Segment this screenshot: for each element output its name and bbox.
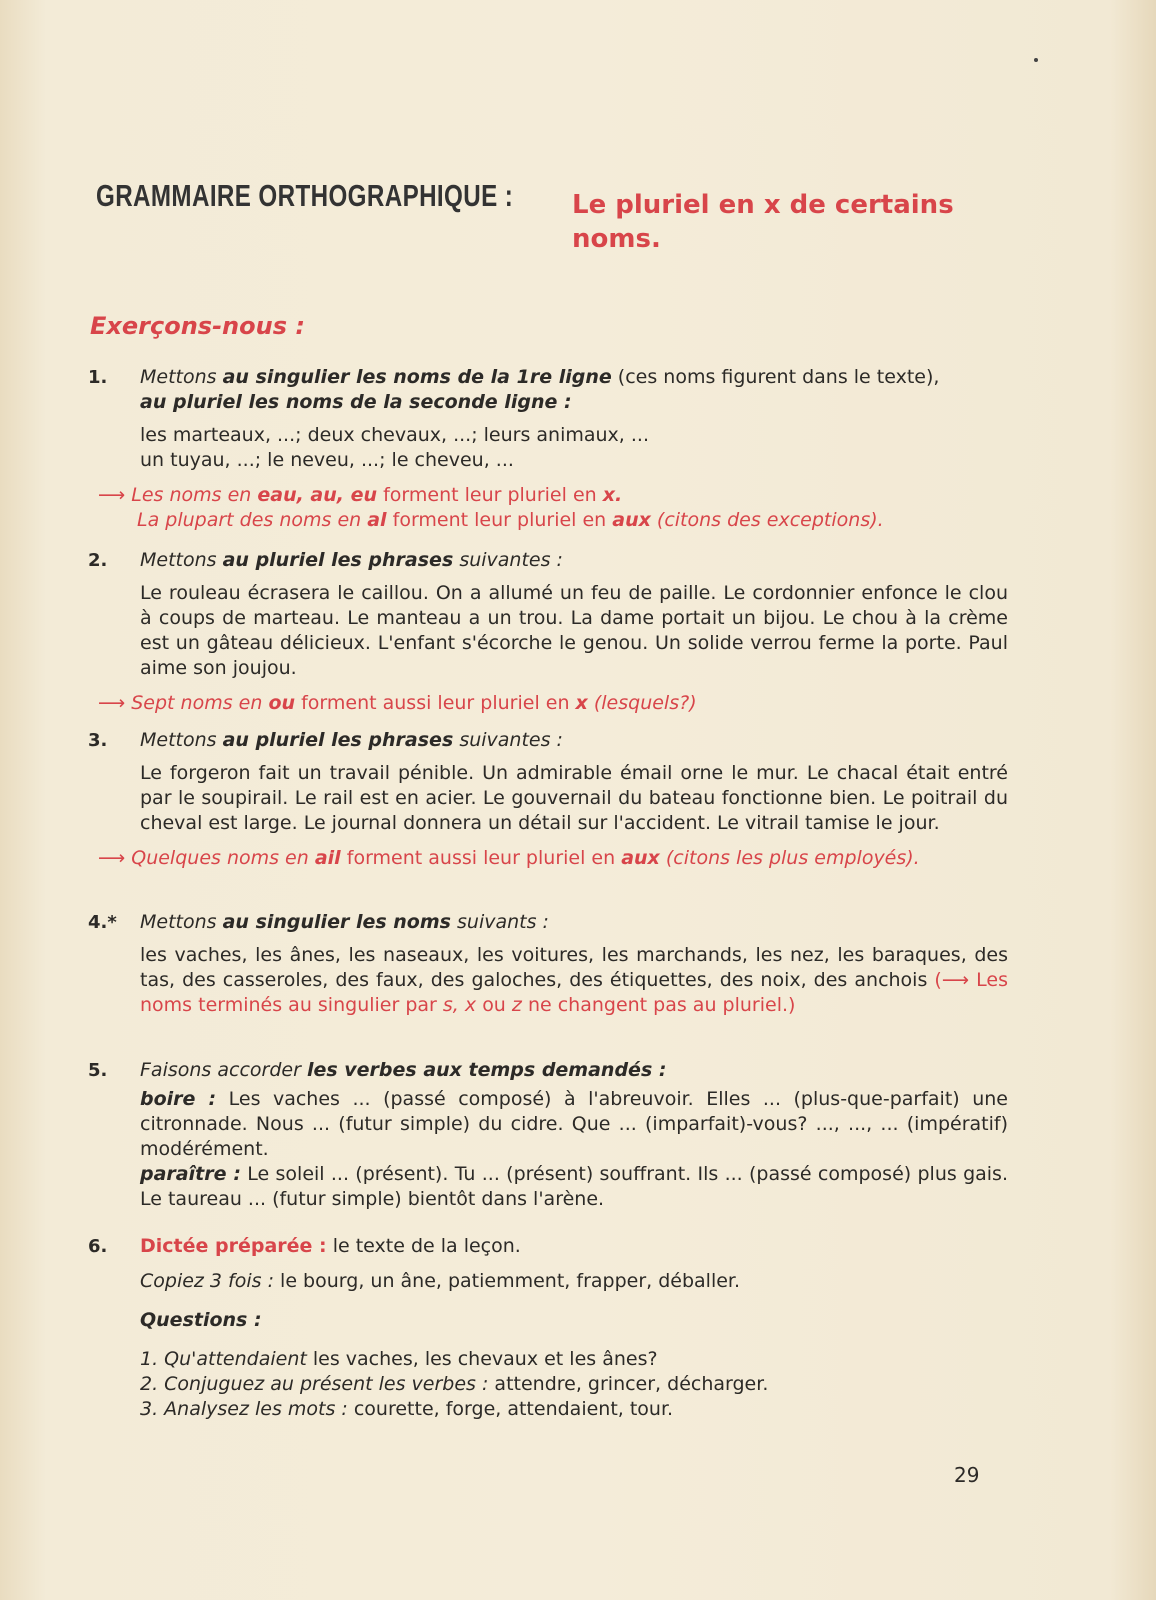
exercise-text: boire : Les vaches ... (passé composé) à l'abreuvoir. Elles ... (plus-que-parfait) une citronnade. Nous ... (futur simple) du cidre. Que ... (imparfait)-vous? ..., ..., ... (impératif) modérément. paraître : Le soleil ... (présent). Tu ... (présent) souffrant. Ils ... (passé composé) plus gais. Le taureau ... (futur simple) bientôt dans l'arène.: [140, 1088, 1008, 1210]
exercise-instruction: Faisons accorder les verbes aux temps demandés :: [140, 1059, 667, 1081]
exercise-number: 4.*: [88, 912, 117, 933]
rule-note: ⟶ Sept noms en ou forment aussi leur pluriel en x (lesquels?): [98, 692, 697, 714]
exercise-instruction: Mettons au singulier les noms de la 1re ligne (ces noms figurent dans le texte), au pluriel les noms de la seconde ligne :: [140, 366, 940, 413]
lesson-title: Le pluriel en x de certains noms.: [572, 190, 954, 254]
exercise-2: [88, 548, 1008, 716]
exercise-text: Le rouleau écrasera le caillou. On a allumé un feu de paille. Le cordonnier enfonce le clou à coups de marteau. Le manteau a un trou. La dame portait un bijou. Le chou à la crème est un gâteau délicieux. L'enfant s'écorche le genou. Un solide verrou ferme la porte. Paul aime son joujou.: [140, 582, 1008, 679]
question-3: 3. Analysez les mots : courette, forge, attendaient, tour.: [140, 1398, 674, 1420]
header-grammar-label: GRAMMAIRE ORTHOGRAPHIQUE :: [96, 178, 514, 213]
exercise-text: les vaches, les ânes, les naseaux, les voitures, les marchands, les nez, les baraques, des tas, des casseroles, des faux, des galoches, des étiquettes, des noix, des anchois (⟶ Les noms terminés au singulier par s, x ou z ne changent pas au pluriel.): [140, 944, 1008, 1016]
exercise-1: [88, 365, 1008, 533]
arrow-icon: ⟶: [98, 692, 126, 714]
section-title: Exerçons-nous :: [90, 312, 305, 340]
exercise-number: 3.: [88, 730, 108, 751]
dictation-title: Dictée préparée : le texte de la leçon.: [140, 1235, 521, 1257]
exercise-5: [88, 1058, 1008, 1212]
question-1: 1. Qu'attendaient les vaches, les chevaux et les ânes?: [140, 1348, 658, 1370]
questions-title: Questions :: [140, 1309, 262, 1331]
exercise-text: Le forgeron fait un travail pénible. Un admirable émail orne le mur. Le chacal était entré par le soupirail. Le rail est en acier. Le gouvernail du bateau fonctionne bien. Le poitrail du cheval est large. Le journal donnera un détail sur l'accident. Le vitrail tamise le jour.: [140, 762, 1008, 834]
speck-decoration: [1034, 58, 1038, 62]
exercise-3: [88, 728, 1008, 871]
question-2: 2. Conjuguez au présent les verbes : attendre, grincer, décharger.: [140, 1373, 769, 1395]
exercise-instruction: Mettons au pluriel les phrases suivantes :: [140, 729, 563, 751]
rule-note: ⟶ Quelques noms en ail forment aussi leur pluriel en aux (citons les plus employés).: [98, 847, 920, 869]
arrow-icon: ⟶: [941, 969, 970, 991]
exercise-number: 5.: [88, 1060, 108, 1081]
exercise-4: [88, 910, 1008, 1018]
copy-instruction: Copiez 3 fois : le bourg, un âne, patiemment, frapper, déballer.: [140, 1270, 741, 1292]
exercise-instruction: Mettons au pluriel les phrases suivantes :: [140, 549, 563, 571]
arrow-icon: ⟶: [98, 484, 126, 506]
exercise-6: [88, 1234, 1008, 1422]
arrow-icon: ⟶: [98, 847, 126, 869]
rule-note: ⟶ Les noms en eau, au, eu forment leur pluriel en x. La plupart des noms en al forment leur pluriel en aux (citons des exceptions).: [98, 484, 884, 531]
exercise-number: 6.: [88, 1236, 108, 1257]
exercise-number: 2.: [88, 550, 108, 571]
exercise-text: les marteaux, ...; deux chevaux, ...; leurs animaux, ... un tuyau, ...; le neveu, ...; le cheveu, ...: [140, 424, 650, 471]
exercise-number: 1.: [88, 367, 108, 388]
page-number: 29: [954, 1463, 980, 1487]
exercise-instruction: Mettons au singulier les noms suivants :: [140, 911, 549, 933]
